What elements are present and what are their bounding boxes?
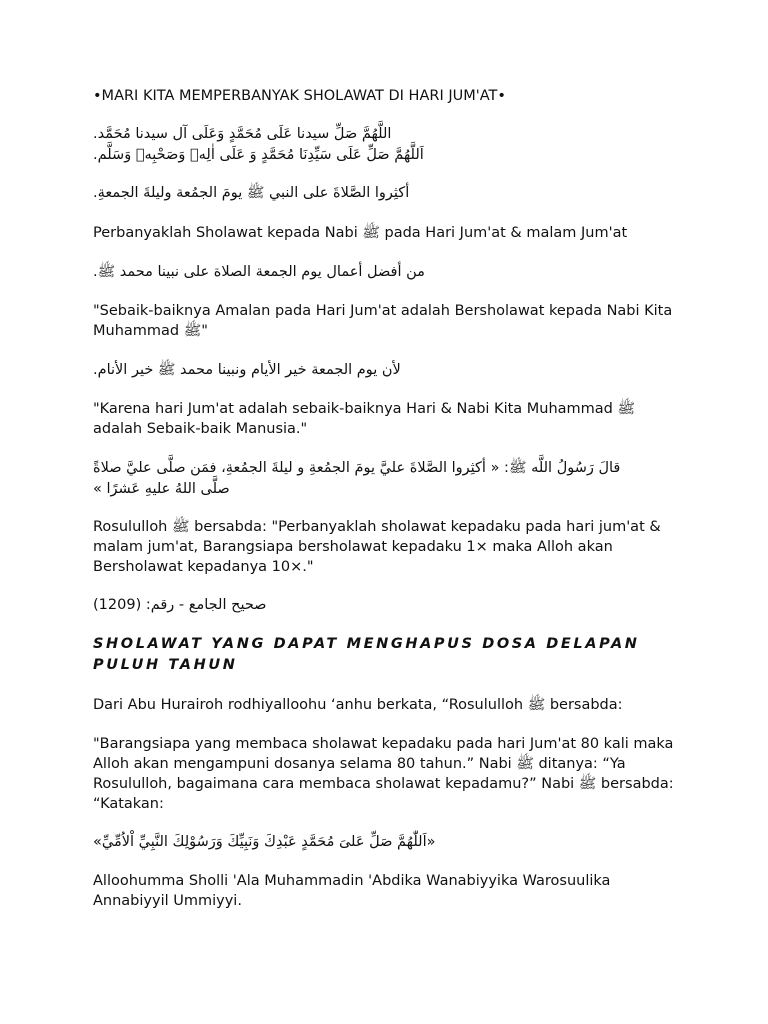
transliteration: Alloohumma Sholli 'Ala Muhammadin 'Abdika Wanabiyyika Warosuulika Annabiyyil Ummiyyi. bbox=[93, 873, 611, 909]
arabic-salawat-ummi: «اَللّٰهُمَّ صَلِّ عَلىَ مُحَمَّدٍ عَبْدِكَ وَنَبِيِّكَ وَرَسُوْلِكَ النَّبِيِّ اْلاُمِّيِّ» bbox=[93, 834, 436, 850]
arabic-hadith-3: لأن يوم الجمعة خير الأيام ونبينا محمد ﷺ خير الأنام. bbox=[93, 362, 401, 378]
title-line: •MARI KITA MEMPERBANYAK SHOLAWAT DI HARI JUM'AT• bbox=[93, 88, 506, 104]
translation-1: Perbanyaklah Sholawat kepada Nabi ﷺ pada Hari Jum'at & malam Jum'at bbox=[93, 225, 628, 241]
source-reference: صحيح الجامع - رقم: (1209) bbox=[93, 597, 267, 613]
arabic-hadith-4-line-2: صلَّى اللهُ عليهِ عَشرًا » bbox=[93, 481, 230, 497]
arabic-hadith-1: أكثِروا الصَّلاةَ على النبي ﷺ يومَ الجمُعة وليلةَ الجمعةِ. bbox=[93, 185, 410, 201]
narration-body: "Barangsiapa yang membaca sholawat kepadaku pada hari Jum'at 80 kali maka Alloh akan mengampuni dosanya selama 80 tahun.” Nabi ﷺ ditanya: “Ya Rosululloh, bagaimana cara membaca sholawat kepadamu?” Nabi ﷺ bersabda: “Katakan: bbox=[93, 736, 674, 812]
narration-intro: Dari Abu Hurairoh rodhiyalloohu ‘anhu berkata, “Rosululloh ﷺ bersabda: bbox=[93, 697, 623, 713]
section-heading: SHOLAWAT YANG DAPAT MENGHAPUS DOSA DELAPAN PULUH TAHUN bbox=[93, 636, 640, 673]
arabic-hadith-4-line-1: قالَ رَسُولُ اللَّه ﷺ: « أكثِروا الصَّلاةَ عليَّ يومَ الجمُعةِ و ليلةَ الجمُعةِ، فمَن صلَّى عليَّ صلاةً bbox=[93, 460, 621, 476]
arabic-hadith-2: من أفضل أعمال يوم الجمعة الصلاة على نبينا محمد ﷺ. bbox=[93, 264, 425, 280]
arabic-salawat-2: اَللَّهُمَّ صَلِّ عَلَى سَيِّدِنَا مُحَمَّدٍ وَ عَلَى اٰلِهٖ وَصَحْبِهٖ وَسَلَّم. bbox=[93, 147, 424, 163]
translation-4: Rosululloh ﷺ bersabda: "Perbanyaklah sholawat kepadaku pada hari jum'at & malam jum'at, Barangsiapa bersholawat kepadaku 1× maka Alloh akan Bersholawat kepadanya 10×." bbox=[93, 519, 661, 575]
arabic-salawat-1: اللَّهُمَّ صَلِّ سيدنا عَلَى مُحَمَّدٍ وَعَلَى آل سيدنا مُحَمَّد. bbox=[93, 126, 392, 142]
translation-3: "Karena hari Jum'at adalah sebaik-baiknya Hari & Nabi Kita Muhammad ﷺ adalah Sebaik-baik Manusia." bbox=[93, 401, 636, 437]
translation-2: "Sebaik-baiknya Amalan pada Hari Jum'at adalah Bersholawat kepada Nabi Kita Muhammad ﷺ" bbox=[93, 303, 673, 339]
